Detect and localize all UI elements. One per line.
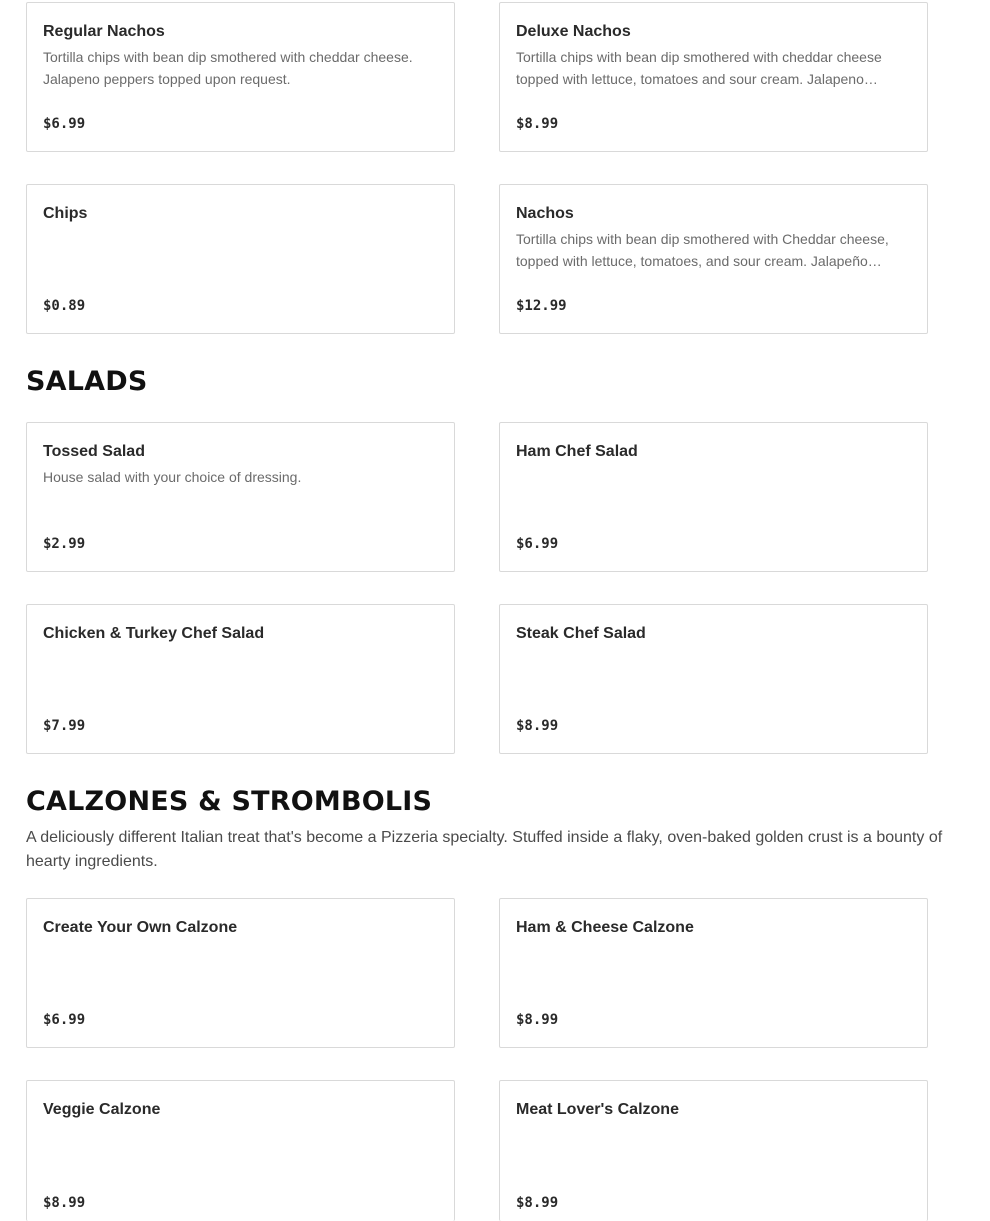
item-name: Chips bbox=[43, 205, 88, 222]
item-price: $6.99 bbox=[516, 536, 559, 552]
item-description: House salad with your choice of dressing. bbox=[43, 469, 302, 485]
item-price: $8.99 bbox=[516, 116, 559, 132]
item-price: $8.99 bbox=[516, 1012, 559, 1028]
item-price: $8.99 bbox=[516, 718, 559, 734]
item-price: $6.99 bbox=[43, 116, 86, 132]
item-name: Ham Chef Salad bbox=[516, 443, 638, 460]
item-name: Deluxe Nachos bbox=[516, 23, 631, 40]
item-price: $0.89 bbox=[43, 298, 86, 314]
item-name: Meat Lover's Calzone bbox=[516, 1101, 679, 1118]
section-description: A deliciously different Italian treat that's become a Pizzeria specialty. Stuffed inside a flaky, oven-baked golden crust is a bounty of hearty ingredients. bbox=[26, 829, 943, 870]
menu-item-card[interactable] bbox=[26, 604, 455, 754]
menu-item-card[interactable] bbox=[499, 898, 928, 1048]
menu-item-card[interactable] bbox=[499, 604, 928, 754]
item-description: Tortilla chips with bean dip smothered with Cheddar cheese, topped with lettuce, tomatoes, and sour cream. Jalapeño… bbox=[516, 231, 889, 269]
item-price: $12.99 bbox=[516, 298, 567, 314]
menu-item-card[interactable] bbox=[26, 898, 455, 1048]
item-name: Veggie Calzone bbox=[43, 1101, 161, 1118]
item-description: Tortilla chips with bean dip smothered with cheddar cheese topped with lettuce, tomatoes and sour cream. Jalapeno… bbox=[516, 49, 882, 87]
item-description: Tortilla chips with bean dip smothered with cheddar cheese. Jalapeno peppers topped upon request. bbox=[43, 49, 413, 87]
item-name: Tossed Salad bbox=[43, 443, 145, 460]
menu-item-card[interactable] bbox=[26, 422, 455, 572]
item-price: $6.99 bbox=[43, 1012, 86, 1028]
item-name: Nachos bbox=[516, 205, 574, 222]
menu-item-card[interactable] bbox=[26, 1080, 455, 1221]
menu-item-card[interactable] bbox=[499, 2, 928, 152]
item-price: $7.99 bbox=[43, 718, 86, 734]
menu-item-card[interactable] bbox=[499, 1080, 928, 1221]
menu-item-card[interactable] bbox=[26, 184, 455, 334]
item-name: Regular Nachos bbox=[43, 23, 165, 40]
item-name: Steak Chef Salad bbox=[516, 625, 646, 642]
section-title-salads: SALADS bbox=[26, 366, 148, 397]
item-price: $2.99 bbox=[43, 536, 86, 552]
item-price: $8.99 bbox=[43, 1195, 86, 1211]
item-name: Ham & Cheese Calzone bbox=[516, 919, 694, 936]
section-title-calzones: CALZONES & STROMBOLIS bbox=[26, 786, 433, 817]
menu-item-card[interactable] bbox=[499, 184, 928, 334]
item-name: Chicken & Turkey Chef Salad bbox=[43, 625, 265, 642]
item-name: Create Your Own Calzone bbox=[43, 919, 238, 936]
menu-item-card[interactable] bbox=[26, 2, 455, 152]
menu-item-card[interactable] bbox=[499, 422, 928, 572]
item-price: $8.99 bbox=[516, 1195, 559, 1211]
